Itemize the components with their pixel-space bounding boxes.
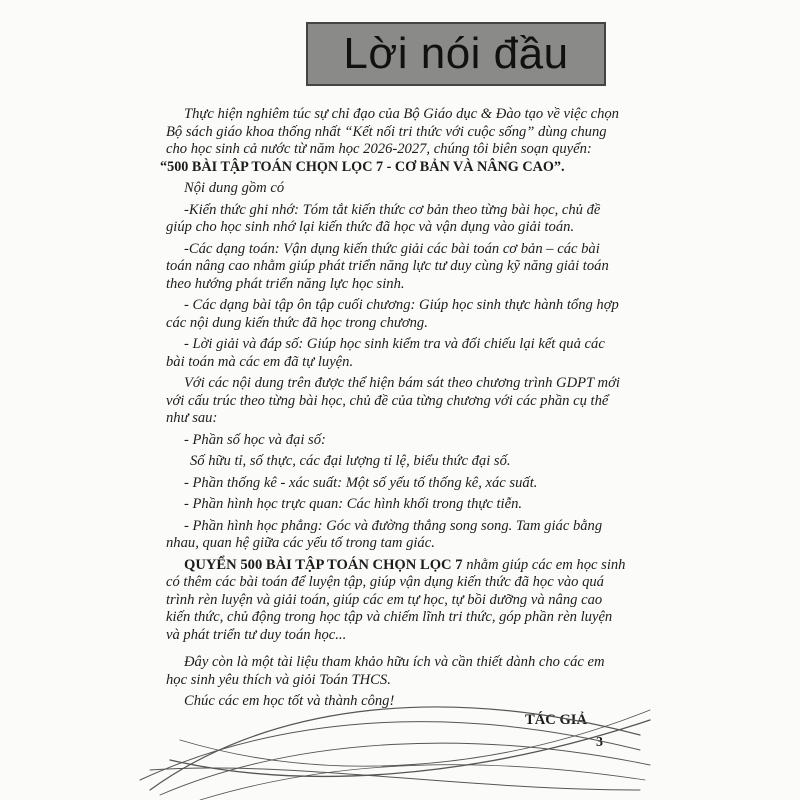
- purpose-text: nhằm giúp các em học sinh có thêm các bài toán để luyện tập, giúp vận dụng kiến thức đã học vào quá trình rèn luyện và giải toán, giúp các em tự học, tự bồi dưỡng và nâng cao kiến thức, chủ động trong học tập và chiếm lĩnh tri thức, góp phần rèn luyện và phát triển tư duy toán học...: [166, 556, 626, 643]
- intro-paragraph: [166, 106, 626, 159]
- preface-body: [160, 106, 626, 711]
- book-title-line: “500 BÀI TẬP TOÁN CHỌN LỌC 7 - CƠ BẢN VÀ NÂNG CAO”.: [160, 158, 565, 175]
- author-signature: TÁC GIẢ: [525, 712, 588, 728]
- page-number: 3: [596, 735, 603, 750]
- closing-line: Chúc các em học tốt và thành công!: [184, 693, 395, 709]
- part-visual-geometry: - Phần hình học trực quan: Các hình khối trong thực tiễn.: [184, 496, 523, 512]
- contents-item-chapter-review: - Các dạng bài tập ôn tập cuối chương: Giúp học sinh thực hành tổng hợp các nội dung kiến thức đã học trong chương.: [166, 297, 619, 331]
- contents-item-solutions: - Lời giải và đáp số: Giúp học sinh kiểm tra và đối chiếu lại kết quả các bài toán mà các em đã tự luyện.: [166, 336, 605, 370]
- structure-intro: Với các nội dung trên được thể hiện bám sát theo chương trình GDPT mới với cấu trúc theo từng bài học, chủ đề của từng chương với các phần cụ thể như sau:: [166, 375, 620, 426]
- purpose-book-name: QUYỂN 500 BÀI TẬP TOÁN CHỌN LỌC 7: [184, 556, 463, 573]
- part-algebra-heading: - Phần số học và đại số:: [184, 431, 326, 448]
- contents-heading: Nội dung gồm có: [184, 180, 285, 196]
- contents-item-problem-types: -Các dạng toán: Vận dụng kiến thức giải các bài toán cơ bản – các bài toán nâng cao nhằm giúp phát triển năng lực tư duy cùng kỹ năng giải toán theo hướng phát triển năng lực học sinh.: [166, 240, 609, 292]
- part-algebra-desc: Số hữu tỉ, số thực, các đại lượng tỉ lệ, biểu thức đại số.: [190, 453, 511, 469]
- contents-item-knowledge: -Kiến thức ghi nhớ: Tóm tắt kiến thức cơ bản theo từng bài học, chủ đề giúp cho học sinh nhớ lại kiến thức đã học và vận dụng vào giải toán.: [166, 201, 601, 235]
- reference-paragraph: Đây còn là một tài liệu tham khảo hữu ích và cần thiết dành cho các em học sinh yêu thích và giỏi Toán THCS.: [166, 654, 605, 688]
- part-plane-geometry: - Phần hình học phẳng: Góc và đường thẳng song song. Tam giác bằng nhau, quan hệ giữa các yếu tố trong tam giác.: [166, 517, 603, 551]
- decorative-wave-lines: [0, 640, 800, 800]
- part-statistics: - Phần thống kê - xác suất: Một số yếu tố thống kê, xác suất.: [184, 474, 538, 491]
- title-banner: [306, 22, 606, 86]
- intro-text: Thực hiện nghiêm túc sự chỉ đạo của Bộ Giáo dục & Đào tạo về việc chọn Bộ sách giáo khoa thống nhất “Kết nối tri thức với cuộc sống” dùng chung cho học sinh cả nước từ năm học 2026-2027, chúng tôi biên soạn quyển:: [166, 106, 619, 157]
- purpose-paragraph: [166, 557, 626, 645]
- page-title: Lời nói đầu: [343, 29, 569, 78]
